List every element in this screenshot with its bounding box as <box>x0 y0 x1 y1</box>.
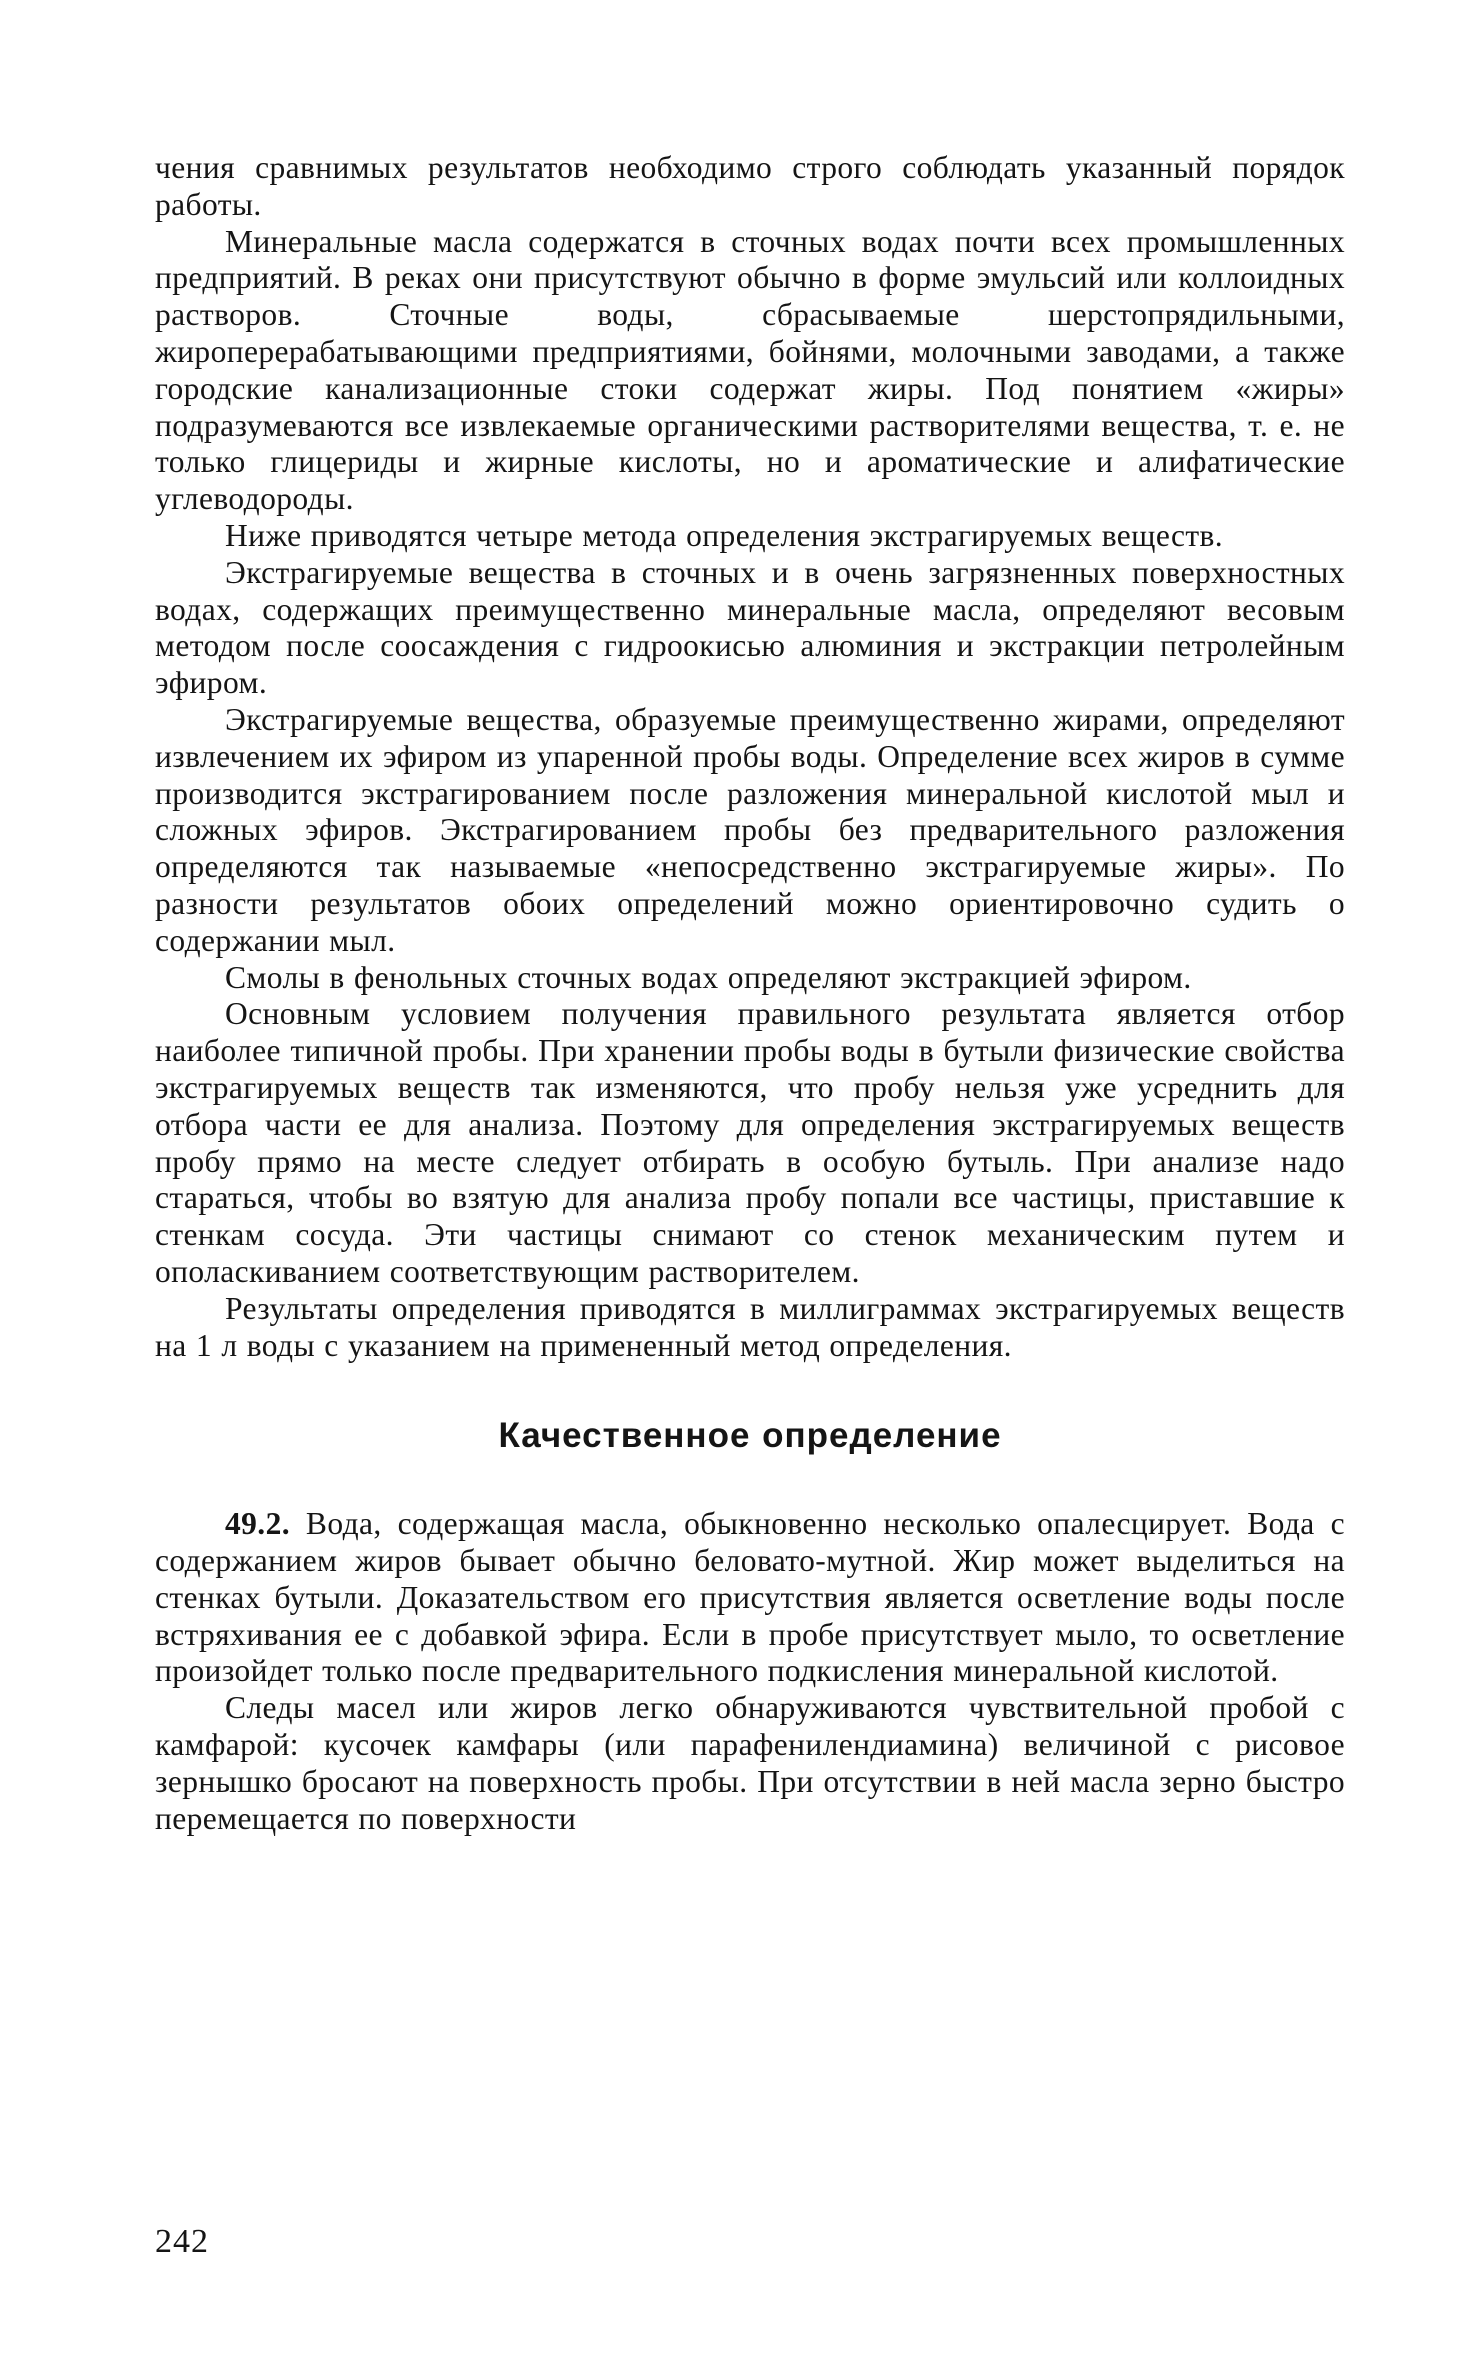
paragraph-fats-extraction: Экстрагируемые вещества, образуемые преимущественно жирами, определяют извлечением их эфиром из упаренной пробы воды. Определение всех жиров в сумме производится экстрагированием после разложения минеральной кислотой мыл и сложных эфиров. Экстрагированием пробы без предварительного разложения определяются так называемые «непосредственно экстрагируемые жиры». По разности результатов обоих определений можно ориентировочно судить о содержании мыл. <box>155 701 1345 958</box>
paragraph-four-methods: Ниже приводятся четыре метода определения экстрагируемых веществ. <box>225 517 1224 553</box>
paragraph-number: 49.2. <box>225 1506 290 1542</box>
paragraph-49-2 <box>155 1506 1345 1690</box>
paragraph-camphor-test: Следы масел или жиров легко обнаруживаются чувствительной пробой с камфарой: кусочек камфары (или парафенилендиамина) величиной с рисовое зернышко бросают на поверхность пробы. При отсутствии в ней масла зерно быстро перемещается по поверхности <box>155 1690 1345 1836</box>
page-body <box>155 150 1345 1837</box>
paragraph-sampling: Основным условием получения правильного результата является отбор наиболее типичной пробы. При хранении пробы воды в бутыли физические свойства экстрагируемых веществ так изменяются, что пробу нельзя уже усреднить для отбора части ее для анализа. Поэтому для определения экстрагируемых веществ пробу прямо на месте следует отбирать в особую бутыль. При анализе надо стараться, чтобы во взятую для анализа пробу попали все частицы, приставшие к стенкам сосуда. Эти частицы снимают со стенок механическим путем и ополаскиванием соответствующим растворителем. <box>155 996 1345 1289</box>
paragraph-continued: чения сравнимых результатов необходимо строго соблюдать указанный порядок работы. <box>155 150 1345 222</box>
paragraph-resins: Смолы в фенольных сточных водах определяют экстракцией эфиром. <box>225 959 1192 995</box>
paragraph-mineral-oils: Минеральные масла содержатся в сточных водах почти всех промышленных предприятий. В реках они присутствуют обычно в форме эмульсий или коллоидных растворов. Сточные воды, сбрасываемые шерстопрядильными, жироперерабатывающими предприятиями, бойнями, молочными заводами, а также городские канализационные стоки содержат жиры. Под понятием «жиры» подразумеваются все извлекаемые органическими растворителями вещества, т. е. не только глицериды и жирные кислоты, но и ароматические и алифатические углеводороды. <box>155 223 1345 517</box>
paragraph-49-2-text: Вода, содержащая масла, обыкновенно несколько опалесцирует. Вода с содержанием жиров бывает обычно беловато-мутной. Жир может выделиться на стенках бутыли. Доказательством его присутствия является осветление воды после встряхивания ее с добавкой эфира. Если в пробе присутствует мыло, то осветление произойдет только после предварительного подкисления минеральной кислотой. <box>155 1506 1345 1689</box>
section-heading: Качественное определение <box>498 1416 1002 1456</box>
paragraph-gravimetric-method: Экстрагируемые вещества в сточных и в очень загрязненных поверхностных водах, содержащих преимущественно минеральные масла, определяют весовым методом после соосаждения с гидроокисью алюминия и экстракции петролейным эфиром. <box>155 554 1345 701</box>
page-number: 242 <box>155 2223 209 2260</box>
paragraph-results: Результаты определения приводятся в миллиграммах экстрагируемых веществ на 1 л воды с указанием на примененный метод определения. <box>155 1290 1345 1363</box>
